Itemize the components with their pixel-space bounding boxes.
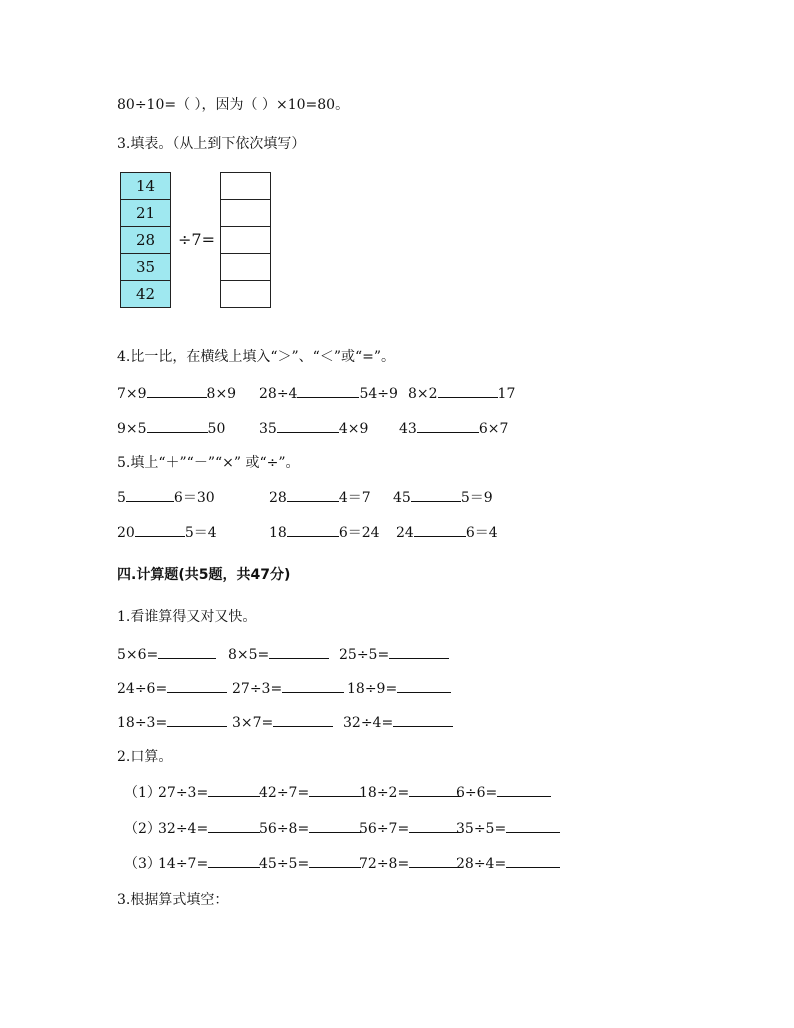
q5-operator-item: 24 6＝4 <box>396 522 498 542</box>
answer-blank[interactable] <box>393 712 453 727</box>
top-question-line: 80÷10=（ ），因为（ ）×10=80。 <box>117 97 350 113</box>
q5-operator-item: 5 6＝30 <box>117 487 215 507</box>
answer-blank[interactable] <box>297 383 359 398</box>
c1-equation: 24÷6= <box>117 678 227 697</box>
section-heading: 四.计算题(共5题，共47分) <box>117 567 291 583</box>
answer-blank[interactable] <box>208 782 260 797</box>
answer-blank[interactable] <box>147 383 207 398</box>
answer-blank[interactable] <box>409 818 461 833</box>
q3-value-cell: 28 <box>120 226 171 254</box>
answer-blank[interactable] <box>506 853 560 868</box>
answer-blank[interactable] <box>287 522 339 537</box>
q4-compare-item: 7×9 8×9 <box>117 383 236 402</box>
answer-blank[interactable] <box>409 782 461 797</box>
c1-equation: 18÷9= <box>347 678 451 697</box>
q3-answer-cell[interactable] <box>220 253 271 281</box>
c2-equation: 14÷7= <box>158 853 260 872</box>
answer-blank[interactable] <box>409 853 461 868</box>
answer-blank[interactable] <box>414 522 466 537</box>
answer-blank[interactable] <box>309 782 361 797</box>
c2-row-label: （2） <box>124 821 161 837</box>
q4-compare-item: 35 4×9 <box>259 418 368 437</box>
answer-blank[interactable] <box>417 418 479 433</box>
q3-value-cell: 42 <box>120 280 171 308</box>
q5-operator-item: 20 5＝4 <box>117 522 217 542</box>
q4-compare-item: 28÷4 54÷9 <box>259 383 398 402</box>
q3-answer-cell[interactable] <box>220 226 271 254</box>
q4-compare-item: 8×2 17 <box>408 383 515 402</box>
q3-answer-cell[interactable] <box>220 172 271 200</box>
c1-equation: 18÷3= <box>117 712 227 731</box>
answer-blank[interactable] <box>269 644 329 659</box>
c2-equation: 32÷4= <box>158 818 260 837</box>
answer-blank[interactable] <box>273 712 333 727</box>
answer-blank[interactable] <box>135 522 185 537</box>
c3-title: 3.根据算式填空： <box>117 892 229 908</box>
answer-blank[interactable] <box>167 712 227 727</box>
answer-blank[interactable] <box>506 818 560 833</box>
q5-operator-item: 18 6＝24 <box>269 522 380 542</box>
c1-equation: 27÷3= <box>232 678 344 697</box>
q3-value-cell: 14 <box>120 172 171 200</box>
answer-blank[interactable] <box>309 818 361 833</box>
answer-blank[interactable] <box>282 678 344 693</box>
c1-equation: 3×7= <box>232 712 333 731</box>
q4-compare-item: 9×5 50 <box>117 418 225 437</box>
q3-title: 3.填表。（从上到下依次填写） <box>117 136 306 152</box>
c2-equation: 56÷7= <box>359 818 461 837</box>
c2-title: 2.口算。 <box>117 749 173 765</box>
q4-title: 4.比一比，在横线上填入“＞”、“＜”或“=”。 <box>117 349 396 365</box>
q5-operator-item: 28 4＝7 <box>269 487 371 507</box>
q5-title: 5.填上“＋”“－”“×” 或“÷”。 <box>117 455 300 471</box>
q4-compare-item: 43 6×7 <box>399 418 508 437</box>
answer-blank[interactable] <box>309 853 361 868</box>
q3-value-cell: 21 <box>120 199 171 227</box>
answer-blank[interactable] <box>158 644 216 659</box>
answer-blank[interactable] <box>126 487 174 502</box>
c1-equation: 5×6= <box>117 644 216 663</box>
c2-equation: 6÷6= <box>456 782 551 801</box>
answer-blank[interactable] <box>411 487 461 502</box>
answer-blank[interactable] <box>277 418 339 433</box>
q3-value-cell: 35 <box>120 253 171 281</box>
answer-blank[interactable] <box>389 644 449 659</box>
q3-answer-cell[interactable] <box>220 199 271 227</box>
c2-equation: 35÷5= <box>456 818 560 837</box>
answer-blank[interactable] <box>208 853 260 868</box>
answer-blank[interactable] <box>147 418 208 433</box>
answer-blank[interactable] <box>167 678 227 693</box>
q5-operator-item: 45 5＝9 <box>393 487 493 507</box>
c1-title: 1.看谁算得又对又快。 <box>117 609 257 625</box>
answer-blank[interactable] <box>208 818 260 833</box>
answer-blank[interactable] <box>287 487 339 502</box>
c2-equation: 27÷3= <box>158 782 260 801</box>
answer-blank[interactable] <box>438 383 498 398</box>
c1-equation: 8×5= <box>228 644 329 663</box>
c2-row-label: （1） <box>124 785 161 801</box>
c2-equation: 28÷4= <box>456 853 560 872</box>
q3-operator: ÷7= <box>178 230 215 249</box>
c2-equation: 72÷8= <box>359 853 461 872</box>
c1-equation: 25÷5= <box>339 644 449 663</box>
answer-blank[interactable] <box>497 782 551 797</box>
c2-row-label: （3） <box>124 856 161 872</box>
c1-equation: 32÷4= <box>343 712 453 731</box>
c2-equation: 56÷8= <box>259 818 361 837</box>
answer-blank[interactable] <box>397 678 451 693</box>
c2-equation: 45÷5= <box>259 853 361 872</box>
c2-equation: 42÷7= <box>259 782 361 801</box>
q3-answer-cell[interactable] <box>220 280 271 308</box>
c2-equation: 18÷2= <box>359 782 461 801</box>
